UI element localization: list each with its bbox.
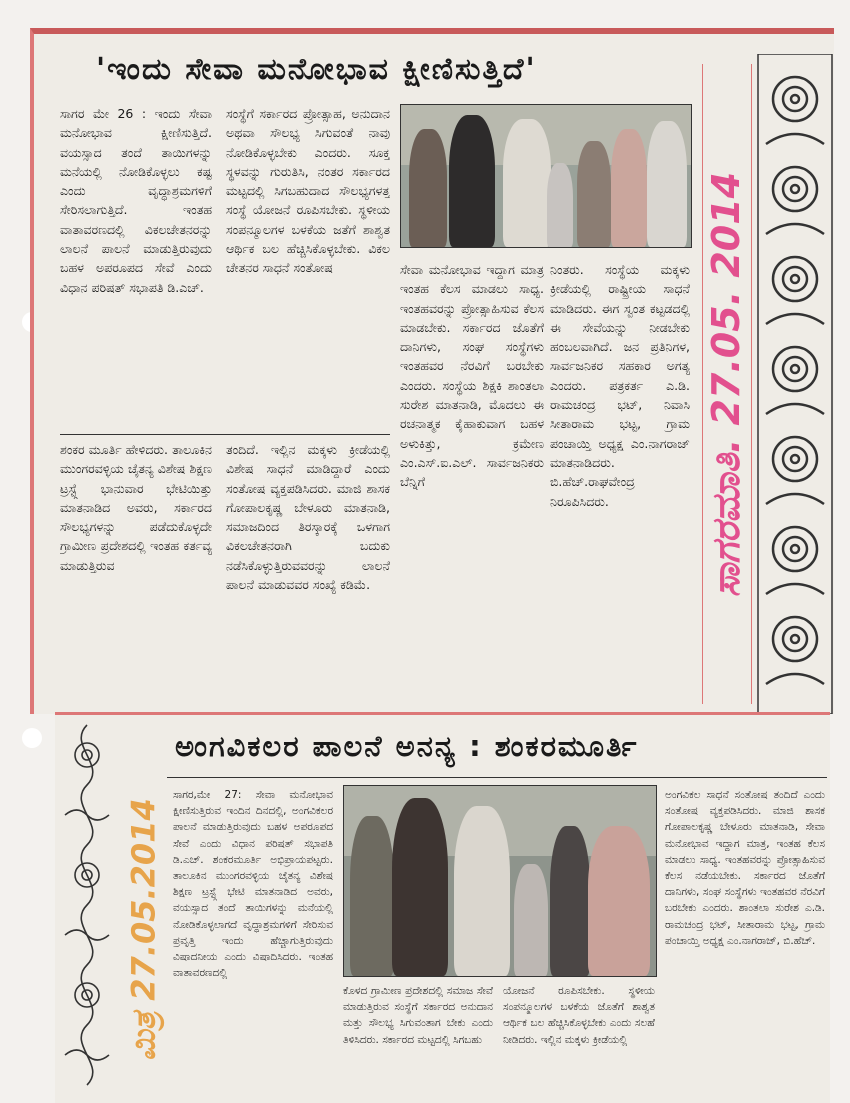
- clip1-date-stamp: ಸಾಗರಮಾತಿ. 27.05. 2014: [704, 171, 749, 597]
- clip2-date-band: [119, 755, 169, 1103]
- clip2-date-stamp: ಮಿತ್ರ 27.05.2014: [124, 797, 163, 1061]
- headline-rule: [167, 777, 827, 778]
- clip2-column-4: ಅಂಗವಿಕಲ ಸಾಧನೆ ಸಂತೋಷ ತಂದಿದೆ ಎಂದು ಸಂತೋಷ ವ್ಯಕ್ತಪಡಿಸಿದರು. ಮಾಜಿ ಶಾಸಕ ಗೋಪಾಲಕೃಷ್ಣ ಬೇಳೂರು ಮಾತನಾಡಿ, ಸೇವಾ ಮನೋಭಾವ ಇದ್ದಾಗ ಮಾತ್ರ, ಇಂತಹ ಕೆಲಸ ಮಾಡಲು ಸಾಧ್ಯ. ಇಂತಹವರನ್ನು ಪ್ರೋತ್ಸಾಹಿಸುವ ಕೆಲಸ ನಡೆಯಬೇಕು. ಸರ್ಕಾರದ ಜೊತೆಗೆ ದಾನಿಗಳು, ಸಂಘ ಸಂಸ್ಥೆಗಳು ಇಂತಹವರ ನೆರವಿಗೆ ಬರಬೇಕು ಎಂದರು. ಶಾಂತಲಾ ಸುರೇಶ ಎ.ಡಿ. ರಾಮಚಂದ್ರ ಭಟ್, ಸೀತಾರಾಮ ಭಟ್ಟ, ಗ್ರಾಮ ಪಂಚಾಯ್ತಿ ಅಧ್ಯಕ್ಷ ಎಂ.ನಾಗರಾಜ್, ಬಿ.ಹೆಚ್.: [665, 789, 825, 947]
- clip1-column-1: ಸಾಗರ ಮೇ 26 : ಇಂದು ಸೇವಾ ಮನೋಭಾವ ಕ್ಷೀಣಿಸುತ್ತಿದೆ. ವಯಸ್ಸಾದ ತಂದೆ ತಾಯಿಗಳನ್ನು ಮನೆಯಲ್ಲಿ ನೋಡಿಕೊಳ್ಳಲು ಕಷ್ಟ ಎಂದು ವೃದ್ಧಾಶ್ರಮಗಳಿಗೆ ಸೇರಿಸಲಾಗುತ್ತಿದೆ. ಇಂತಹ ವಾತಾವರಣದಲ್ಲಿ ವಿಕಲಚೇತನರನ್ನು ಲಾಲನೆ ಪಾಲನೆ ಮಾಡುತ್ತಿರುವುದು ಬಹಳ ಅಪರೂಪದ ಸೇವೆ ಎಂದು ವಿಧಾನ ಪರಿಷತ್ ಸಭಾಪತಿ ಡಿ.ಎಚ್.: [60, 106, 212, 295]
- clip1-photo: [400, 104, 692, 248]
- clip2-column-2: ಕೊಳದ ಗ್ರಾಮೀಣ ಪ್ರದೇಶದಲ್ಲಿ ಸಮಾಜ ಸೇವೆ ಮಾಡುತ್ತಿರುವ ಸಂಸ್ಥೆಗೆ ಸರ್ಕಾರದ ಅನುದಾನ ಮತ್ತು ಸೌಲಭ್ಯ ಸಿಗುವಂತಾಗ ಬೇಕು ಎಂದು ತಿಳಿಸಿದರು. ಸರ್ಕಾರದ ಮಟ್ಟದಲ್ಲಿ ಸಿಗಬಹು: [343, 985, 493, 1046]
- clip1-column-4: ನಿಂತರು. ಸಂಸ್ಥೆಯ ಮಕ್ಕಳು ಕ್ರೀಡೆಯಲ್ಲಿ ರಾಷ್ಟ್ರೀಯ ಸಾಧನೆ ಮಾಡಿದರು. ಈಗ ಸ್ವಂತ ಕಟ್ಟಡದಲ್ಲಿ ಈ ಸೇವೆಯನ್ನು ನೀಡಬೇಕು ಹಂಬಲವಾಗಿದೆ. ಜನ ಪ್ರತಿನಿಗಳ, ಸಾರ್ವಜನಿಕರ ಸಹಕಾರ ಅಗತ್ಯ ಎಂದರು. ಪತ್ರಕರ್ತ ಎ.ಡಿ. ರಾಮಚಂದ್ರ ಭಟ್, ನಿವಾಸಿ ಸೀತಾರಾಮ ಭಟ್ಟ, ಗ್ರಾಮ ಪಂಚಾಯ್ತಿ ಅಧ್ಯಕ್ಷ ಎಂ.ನಾಗರಾಜ್ ಮಾತನಾಡಿದರು. ಬಿ.ಹೆಚ್.ರಾಘವೇಂದ್ರ ನಿರೂಪಿಸಿದರು.: [550, 262, 690, 509]
- news-clipping-2: [55, 712, 830, 1103]
- clip1-headline: 'ಇಂದು ಸೇವಾ ಮನೋಭಾವ ಕ್ಷೀಣಿಸುತ್ತಿದೆ': [96, 52, 537, 87]
- clip2-column-1: ಸಾಗರ,ಮೇ 27: ಸೇವಾ ಮನೋಭಾವ ಕ್ಷೀಣಿಸುತ್ತಿರುವ ಇಂದಿನ ದಿನದಲ್ಲಿ, ಅಂಗವಿಕಲರ ಪಾಲನೆ ಮಾಡುತ್ತಿರುವುದು ಬಹಳ ಅಪರೂಪದ ಸೇವೆ ಎಂದು ವಿಧಾನ ಪರಿಷತ್ ಸಭಾಪತಿ ಡಿ.ಎಚ್. ಶಂಕರಮೂರ್ತಿ ಅಭಿಪ್ರಾಯಪಟ್ಟರು. ತಾಲೂಕಿನ ಮುಂಗರವಳ್ಳಿಯ ಚೈತನ್ಯ ವಿಶೇಷ ಶಿಕ್ಷಣ ಟ್ರಸ್ಟ್ಗೆ ಭೇಟಿ ಮಾತನಾಡಿದ ಅವರು, ವಯಸ್ಸಾದ ತಂದೆ ತಾಯಿಗಳನ್ನು ಮನೆಯಲ್ಲಿ ನೋಡಿಕೊಳ್ಳಲಾಗದೆ ವೃದ್ಧಾಶ್ರಮಗಳಿಗೆ ಸೇರಿಸುವ ಪ್ರವೃತ್ತಿ ಇಂದು ಹೆಚ್ಚಾಗುತ್ತಿರುವುದು ವಿಷಾದನೀಯ ಎಂದು ವಿಷಾದಿಸಿದರು. ಇಂತಹ ವಾತಾವರಣದಲ್ಲಿ: [173, 789, 333, 980]
- decorative-border-icon: [756, 54, 834, 714]
- floral-border-icon: [57, 715, 117, 1103]
- news-clipping-1: [30, 28, 834, 714]
- clip1-column-3: ಸೇವಾ ಮನೋಭಾವ ಇದ್ದಾಗ ಮಾತ್ರ ಇಂತಹ ಕೆಲಸ ಮಾಡಲು ಸಾಧ್ಯ. ಇಂತಹವರನ್ನು ಪ್ರೋತ್ಸಾಹಿಸುವ ಕೆಲಸ ಮಾಡಬೇಕು. ಸರ್ಕಾರದ ಜೊತೆಗೆ ದಾನಿಗಳು, ಸಂಘ ಸಂಸ್ಥೆಗಳು ಇಂತಹವರ ನೆರವಿಗೆ ಬರಬೇಕು ಎಂದರು. ಸಂಸ್ಥೆಯ ಶಿಕ್ಷಕಿ ಶಾಂತಲಾ ಸುರೇಶ ಮಾತನಾಡಿ, ಮೊದಲು ಈ ರಚನಾತ್ಮಕ ಕೈಹಾಕುವಾಗ ಬಹಳ ಅಳುಕಿತ್ತು, ಕ್ರಮೇಣ ಎಂ.ಎಸ್.ಐ.ಎಲ್. ಸಾರ್ವಜನಿಕರು ಬೆನ್ನಿಗೆ: [400, 262, 544, 490]
- clip1-column-1b: ಶಂಕರ ಮೂರ್ತಿ ಹೇಳಿದರು. ತಾಲೂಕಿನ ಮುಂಗರವಳ್ಳಿಯ ಚೈತನ್ಯ ವಿಶೇಷ ಶಿಕ್ಷಣ ಟ್ರಸ್ಟ್ಗೆ ಭಾನುವಾರ ಭೇಟಿಯಿತ್ತು ಮಾತನಾಡಿದ ಅವರು, ಸರ್ಕಾರದ ಸೌಲಭ್ಯಗಳನ್ನು ಪಡೆದುಕೊಳ್ಳದೇ ಗ್ರಾಮೀಣ ಪ್ರದೇಶದಲ್ಲಿ ಇಂತಹ ಕರ್ತವ್ಯ ಮಾಡುತ್ತಿರುವ: [60, 442, 212, 573]
- clip1-column-2: ಸಂಸ್ಥೆಗೆ ಸರ್ಕಾರದ ಪ್ರೋತ್ಸಾಹ, ಅನುದಾನ ಅಥವಾ ಸೌಲಭ್ಯ ಸಿಗುವಂತೆ ನಾವು ನೋಡಿಕೊಳ್ಳಬೇಕು ಎಂದರು. ಸೂಕ್ತ ಸ್ಥಳವನ್ನು ಗುರುತಿಸಿ, ನಂತರ ಸರ್ಕಾರದ ಮಟ್ಟದಲ್ಲಿ ಸಿಗಬಹುದಾದ ಸೌಲಭ್ಯಗಳತ್ತ ಸಂಸ್ಥೆ ಯೋಜನೆ ರೂಪಿಸಬೇಕು. ಸ್ಥಳೀಯ ಸಂಪನ್ಮೂಲಗಳ ಬಳಕೆಯ ಜತೆಗೆ ಶಾಶ್ವತ ಆರ್ಥಿಕ ಬಲ ಹೆಚ್ಚಿಸಿಕೊಳ್ಳಬೇಕು. ವಿಕಲ ಚೇತನರ ಸಾಧನೆ ಸಂತೋಷ: [226, 106, 390, 276]
- column-divider: [60, 434, 390, 435]
- clip2-headline: ಅಂಗವಿಕಲರ ಪಾಲನೆ ಅನನ್ಯ : ಶಂಕರಮೂರ್ತಿ: [175, 729, 639, 763]
- clip1-column-2b: ತಂದಿದೆ. ಇಲ್ಲಿನ ಮಕ್ಕಳು ಕ್ರೀಡೆಯಲ್ಲಿ ವಿಶೇಷ ಸಾಧನೆ ಮಾಡಿದ್ದಾರೆ ಎಂದು ಸಂತೋಷ ವ್ಯಕ್ತಪಡಿಸಿದರು. ಮಾಜಿ ಶಾಸಕ ಗೋಪಾಲಕೃಷ್ಣ ಬೇಳೂರು ಮಾತನಾಡಿ, ಸಮಾಜದಿಂದ ತಿರಸ್ಕಾರಕ್ಕೆ ಒಳಗಾಗ ವಿಕಲಚೇತನರಾಗಿ ಬದುಕು ನಡೆಸಿಕೊಳ್ಳುತ್ತಿರುವವರನ್ನು ಲಾಲನೆ ಪಾಲನೆ ಮಾಡುವವರ ಸಂಖ್ಯೆ ಕಡಿಮೆ.: [226, 442, 390, 593]
- punch-hole-bottom: [22, 728, 42, 748]
- clip2-photo: [343, 785, 657, 977]
- clip1-date-band: [702, 64, 752, 704]
- clip2-column-3: ಯೋಜನೆ ರೂಪಿಸಬೇಕು. ಸ್ಥಳೀಯ ಸಂಪನ್ಮೂಲಗಳ ಬಳಕೆಯ ಜೊತೆಗೆ ಶಾಶ್ವತ ಆರ್ಥಿಕ ಬಲ ಹೆಚ್ಚಿಸಿಕೊಳ್ಳಬೇಕು ಎಂದು ಸಲಹೆ ನೀಡಿದರು. ಇಲ್ಲಿನ ಮಕ್ಕಳು ಕ್ರೀಡೆಯಲ್ಲಿ: [503, 985, 655, 1046]
